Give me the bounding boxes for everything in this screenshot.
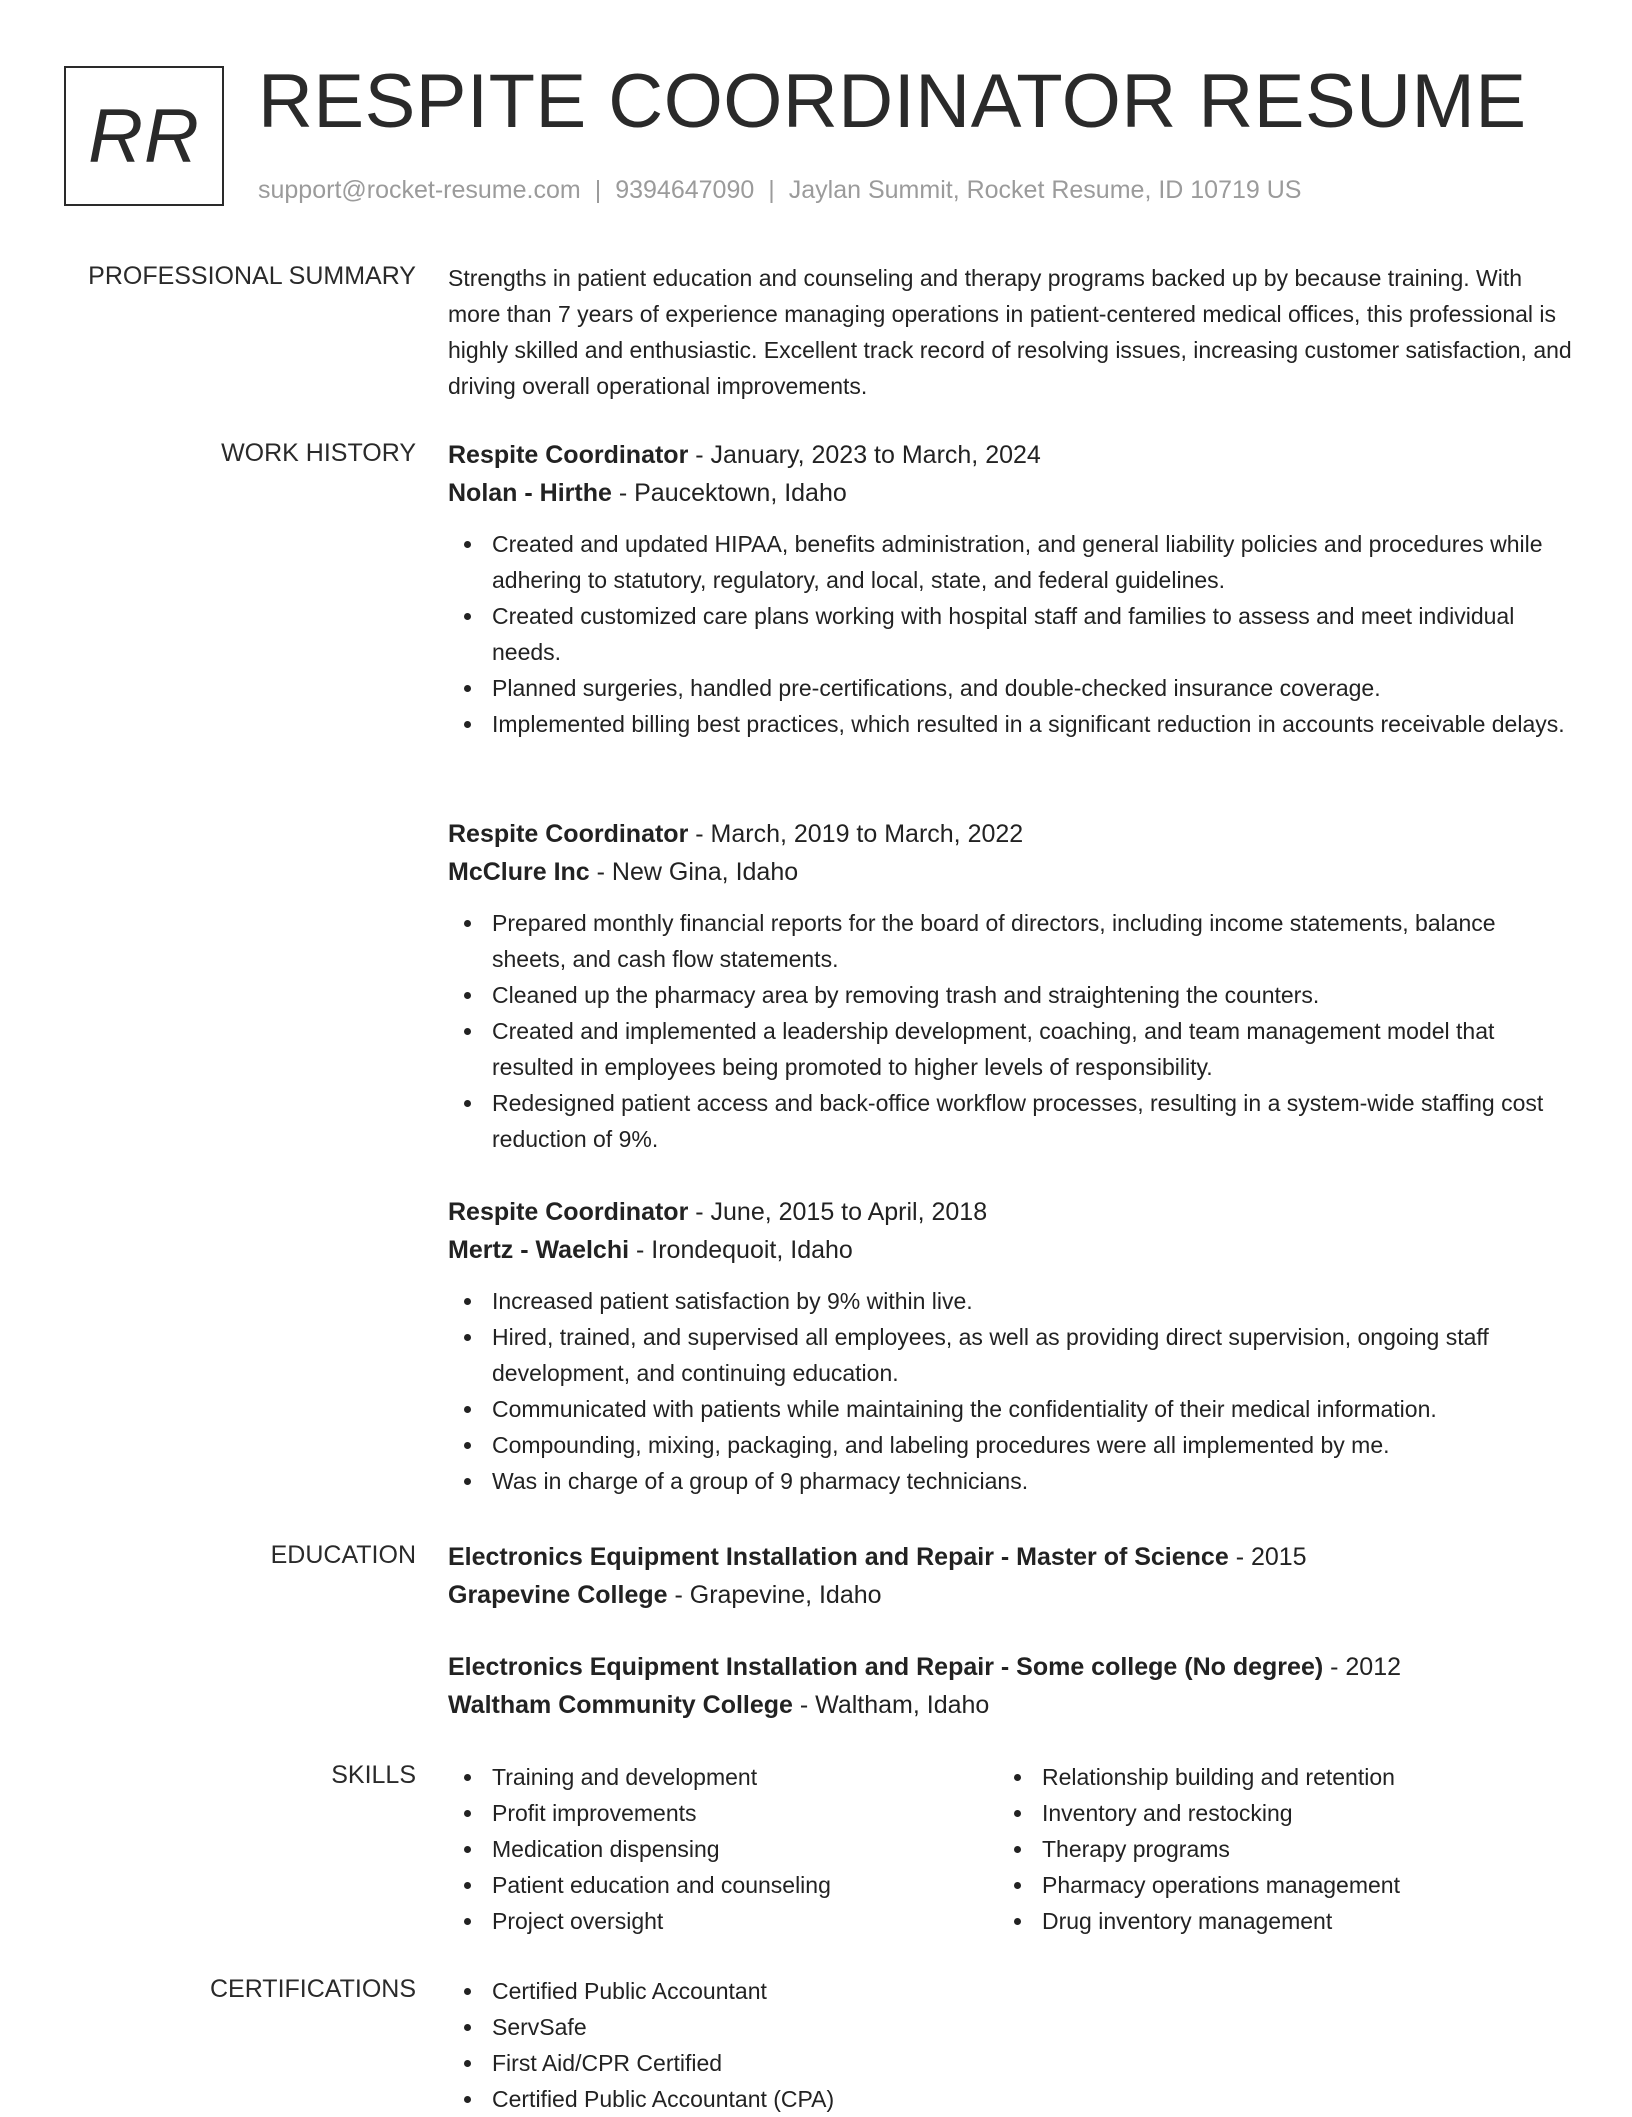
skill-item: Therapy programs xyxy=(998,1831,1518,1867)
job-bullet: Increased patient satisfaction by 9% within live. xyxy=(448,1283,1572,1319)
section-label-skills: SKILLS xyxy=(331,1761,416,1789)
job-company-line xyxy=(448,474,1572,512)
education-location: - Grapevine, Idaho xyxy=(667,1581,882,1609)
job-bullet: Was in charge of a group of 9 pharmacy technicians. xyxy=(448,1463,1572,1499)
skill-item: Medication dispensing xyxy=(448,1831,968,1867)
certifications-list xyxy=(448,1973,1572,2117)
job-bullets xyxy=(448,1283,1572,1499)
section-label-work: WORK HISTORY xyxy=(221,439,416,467)
skills-list-left xyxy=(448,1759,968,1939)
certification-item: Certified Public Accountant (CPA) xyxy=(448,2081,1572,2117)
education-entry xyxy=(448,1648,1572,1724)
job-bullets xyxy=(448,526,1572,742)
job-bullet: Created customized care plans working with hospital staff and families to assess and meet individual needs. xyxy=(448,598,1572,670)
education-school: Waltham Community College xyxy=(448,1691,793,1719)
certification-item: ServSafe xyxy=(448,2009,1572,2045)
job-title-line xyxy=(448,436,1572,474)
education-school: Grapevine College xyxy=(448,1581,668,1609)
education-degree: Electronics Equipment Installation and Repair - Some college (No degree) xyxy=(448,1653,1324,1681)
contact-address: Jaylan Summit, Rocket Resume, ID 10719 US xyxy=(788,176,1302,204)
job-dates: - January, 2023 to March, 2024 xyxy=(688,441,1041,469)
job-bullet: Cleaned up the pharmacy area by removing trash and straightening the counters. xyxy=(448,977,1572,1013)
education-school-line xyxy=(448,1576,1572,1614)
skill-item: Inventory and restocking xyxy=(998,1795,1518,1831)
contact-separator: | xyxy=(594,176,602,204)
contact-email: support@rocket-resume.com xyxy=(258,176,581,204)
job-bullet: Implemented billing best practices, which resulted in a significant reduction in accounts receivable delays. xyxy=(448,706,1572,742)
summary-text: Strengths in patient education and counseling and therapy programs backed up by because training. With more than 7 years of experience managing operations in patient-centered medical offices, this professional is highly skilled and enthusiastic. Excellent track record of resolving issues, increasing customer satisfaction, and driving overall operational improvements. xyxy=(448,265,1572,399)
job-bullet: Planned surgeries, handled pre-certifications, and double-checked insurance coverage. xyxy=(448,670,1572,706)
skills-list-right xyxy=(998,1759,1518,1939)
skill-item: Relationship building and retention xyxy=(998,1759,1518,1795)
certification-item: First Aid/CPR Certified xyxy=(448,2045,1572,2081)
skill-item: Training and development xyxy=(448,1759,968,1795)
monogram-box xyxy=(64,66,224,206)
job-bullet: Communicated with patients while maintaining the confidentiality of their medical information. xyxy=(448,1391,1572,1427)
job-location: - New Gina, Idaho xyxy=(589,858,799,886)
skill-item: Project oversight xyxy=(448,1903,968,1939)
education-entry xyxy=(448,1538,1572,1614)
certifications-body xyxy=(448,1973,1572,2117)
section-label-education: EDUCATION xyxy=(270,1541,416,1569)
job-dates: - June, 2015 to April, 2018 xyxy=(688,1198,988,1226)
job-title: Respite Coordinator xyxy=(448,820,689,848)
education-degree-line xyxy=(448,1538,1572,1576)
job-bullet: Redesigned patient access and back-office workflow processes, resulting in a system-wide staffing cost reduction of 9%. xyxy=(448,1085,1572,1157)
job-entry xyxy=(448,436,1572,742)
job-company: McClure Inc xyxy=(448,858,590,886)
job-bullet: Created and implemented a leadership development, coaching, and team management model that resulted in employees being promoted to higher levels of responsibility. xyxy=(448,1013,1572,1085)
summary-body xyxy=(448,260,1572,404)
job-title: Respite Coordinator xyxy=(448,441,689,469)
education-location: - Waltham, Idaho xyxy=(792,1691,990,1719)
job-entry xyxy=(448,815,1572,1157)
job-bullet: Hired, trained, and supervised all employees, as well as providing direct supervision, ongoing staff development, and continuing education. xyxy=(448,1319,1572,1391)
job-company-line xyxy=(448,853,1572,891)
job-title: Respite Coordinator xyxy=(448,1198,689,1226)
education-year: - 2012 xyxy=(1323,1653,1402,1681)
job-company: Mertz - Waelchi xyxy=(448,1236,630,1264)
contact-line xyxy=(258,173,1301,207)
contact-separator: | xyxy=(768,176,775,204)
job-bullets xyxy=(448,905,1572,1157)
job-location: - Paucektown, Idaho xyxy=(611,479,847,507)
skill-item: Pharmacy operations management xyxy=(998,1867,1518,1903)
contact-phone: 9394647090 xyxy=(615,176,755,204)
job-entry xyxy=(448,1193,1572,1499)
job-company-line xyxy=(448,1231,1572,1269)
skill-item: Drug inventory management xyxy=(998,1903,1518,1939)
education-degree-line xyxy=(448,1648,1572,1686)
education-school-line xyxy=(448,1686,1572,1724)
skill-item: Patient education and counseling xyxy=(448,1867,968,1903)
section-label-summary: PROFESSIONAL SUMMARY xyxy=(88,262,416,290)
skill-item: Profit improvements xyxy=(448,1795,968,1831)
job-title-line xyxy=(448,815,1572,853)
monogram-initials: RR xyxy=(88,93,200,179)
skills-column-right xyxy=(998,1759,1518,1939)
resume-title: RESPITE COORDINATOR RESUME xyxy=(258,59,1527,144)
job-bullet: Compounding, mixing, packaging, and labeling procedures were all implemented by me. xyxy=(448,1427,1572,1463)
section-label-certifications: CERTIFICATIONS xyxy=(209,1975,416,2003)
job-bullet: Created and updated HIPAA, benefits administration, and general liability policies and procedures while adhering to statutory, regulatory, and local, state, and federal guidelines. xyxy=(448,526,1572,598)
job-title-line xyxy=(448,1193,1572,1231)
job-bullet: Prepared monthly financial reports for the board of directors, including income statements, balance sheets, and cash flow statements. xyxy=(448,905,1572,977)
education-year: - 2015 xyxy=(1228,1543,1307,1571)
skills-column-left xyxy=(448,1759,968,1939)
job-company: Nolan - Hirthe xyxy=(448,479,612,507)
certification-item: Certified Public Accountant xyxy=(448,1973,1572,2009)
job-dates: - March, 2019 to March, 2022 xyxy=(688,820,1024,848)
job-location: - Irondequoit, Idaho xyxy=(629,1236,853,1264)
education-degree: Electronics Equipment Installation and Repair - Master of Science xyxy=(448,1543,1229,1571)
